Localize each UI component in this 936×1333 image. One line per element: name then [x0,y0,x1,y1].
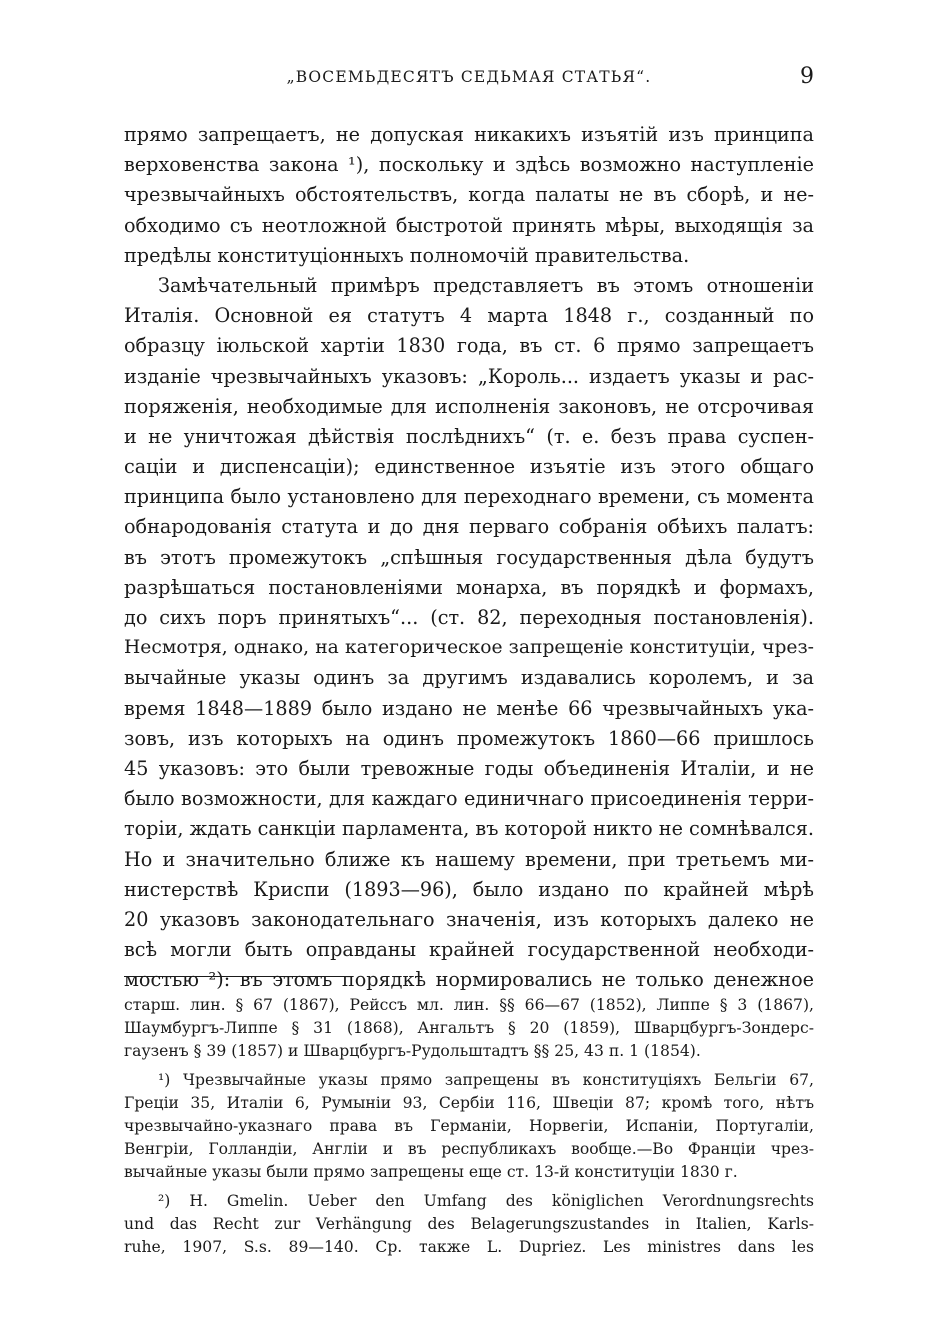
body-line: обходимо съ неотложной быстротой принять мѣры, выходящія за [124,213,814,237]
body-line: торіи, ждать санкціи парламента, въ которой никто не сомнѣвался. [124,817,814,841]
body-line: въ этотъ промежутокъ „спѣшныя государственныя дѣла будутъ [124,545,814,569]
footnote-1-line: ¹) Чрезвычайные указы прямо запрещены въ конституціяхъ Бельгіи 67, [158,1071,814,1089]
body-line: поряженія, необходимые для исполненія законовъ, не отсрочивая [124,394,814,418]
body-line: разрѣшаться постановленіями монарха, въ порядкѣ и формахъ, [124,575,814,599]
body-line: 20 указовъ законодательнаго значенія, изъ которыхъ далеко не [124,907,814,931]
body-line: предѣлы конституціонныхъ полномочій правительства. [124,243,690,267]
footnote-2-line: ruhe, 1907, S.s. 89—140. Ср. также L. Dupriez. Les ministres dans les [124,1238,814,1256]
body-line: мостью ²): въ этомъ порядкѣ нормировались не только денежное [124,968,814,992]
body-line: время 1848—1889 было издано не менѣе 66 чрезвычайныхъ ука- [124,696,814,720]
body-line: Несмотря, однако, на категорическое запрещеніе конституціи, чрез- [124,637,814,659]
body-line: образцу іюльской хартіи 1830 года, въ ст. 6 прямо запрещаетъ [124,334,814,358]
footnote-line: Шаумбургъ-Липпе § 31 (1868), Ангальтъ § 20 (1859), Шварцбургъ-Зондерс- [124,1019,814,1037]
body-line: чрезвычайныхъ обстоятельствъ, когда палаты не въ сборѣ, и не- [124,183,814,207]
body-line: вычайные указы одинъ за другимъ издавались королемъ, и за [124,666,814,690]
body-line: обнародованія статута и до дня перваго собранія обѣихъ палатъ: [124,515,814,539]
footnote-1-line: чрезвычайно-указнаго права въ Германіи, Норвегіи, Испаніи, Португаліи, [124,1117,814,1135]
footnote-1-line: вычайные указы были прямо запрещены еще ст. 13-й конституціи 1830 г. [124,1163,738,1181]
body-line: зовъ, изъ которыхъ на одинъ промежутокъ 1860—66 пришлось [124,726,814,750]
body-text [124,120,814,995]
body-line: саціи и диспенсаціи); единственное изъятіе изъ этого общаго [124,455,814,479]
body-line: Но и значительно ближе къ нашему времени, при третьемъ ми- [124,847,814,871]
footnote-1-line: Греціи 35, Италіи 6, Румыніи 93, Сербіи 116, Швеціи 87; кромѣ того, нѣтъ [124,1094,814,1112]
body-line: нистерствѣ Криспи (1893—96), было издано по крайней мѣрѣ [124,877,814,901]
body-line: изданіе чрезвычайныхъ указовъ: „Король... издаетъ указы и рас- [124,364,814,388]
body-line: прямо запрещаетъ, не допуская никакихъ изъятій изъ принципа [124,123,814,146]
footnote-separator [124,976,352,977]
footnote-2-line: und das Recht zur Verhängung des Belagerungszustandes in Italien, Karls- [124,1215,814,1233]
page-number: 9 [800,64,814,89]
footnote-2-line: ²) H. Gmelin. Ueber den Umfang des königlichen Verordnungsrechts [158,1192,814,1210]
body-line: и не уничтожая дѣйствія послѣднихъ“ (т. е. безъ права суспен- [124,424,814,448]
body-line: 45 указовъ: это были тревожные годы объединенія Италіи, и не [124,756,814,780]
body-line: было возможности, для каждаго единичнаго присоединенія терри- [124,787,814,811]
footnote-line: старш. лин. § 67 (1867), Рейссъ мл. лин. §§ 66—67 (1852), Липпе § 3 (1867), [124,996,814,1014]
footnote-line: гаузенъ § 39 (1857) и Шварцбургъ-Рудольштадтъ §§ 25, 43 п. 1 (1854). [124,1042,701,1060]
body-line: всѣ могли быть оправданы крайней государственной необходи- [124,938,814,962]
body-line: Италія. Основной ея статутъ 4 марта 1848 г., созданный по [124,304,814,328]
body-line: Замѣчательный примѣръ представляетъ въ этомъ отношеніи [158,273,814,297]
body-line: принципа было установлено для переходнаго времени, съ момента [124,485,814,509]
body-line: до сихъ поръ принятыхъ“... (ст. 82, переходныя постановленія). [124,606,814,629]
page-header [124,64,814,98]
footnote-1-line: Венгріи, Голландіи, Англіи и въ республикахъ вообще.—Во Франціи чрез- [124,1140,814,1158]
footnotes [124,994,814,1259]
running-title: „ВОСЕМЬДЕСЯТЪ СЕДЬМАЯ СТАТЬЯ“. [286,68,652,86]
body-line: верховенства закона ¹), поскольку и здѣсь возможно наступленіе [124,153,814,177]
